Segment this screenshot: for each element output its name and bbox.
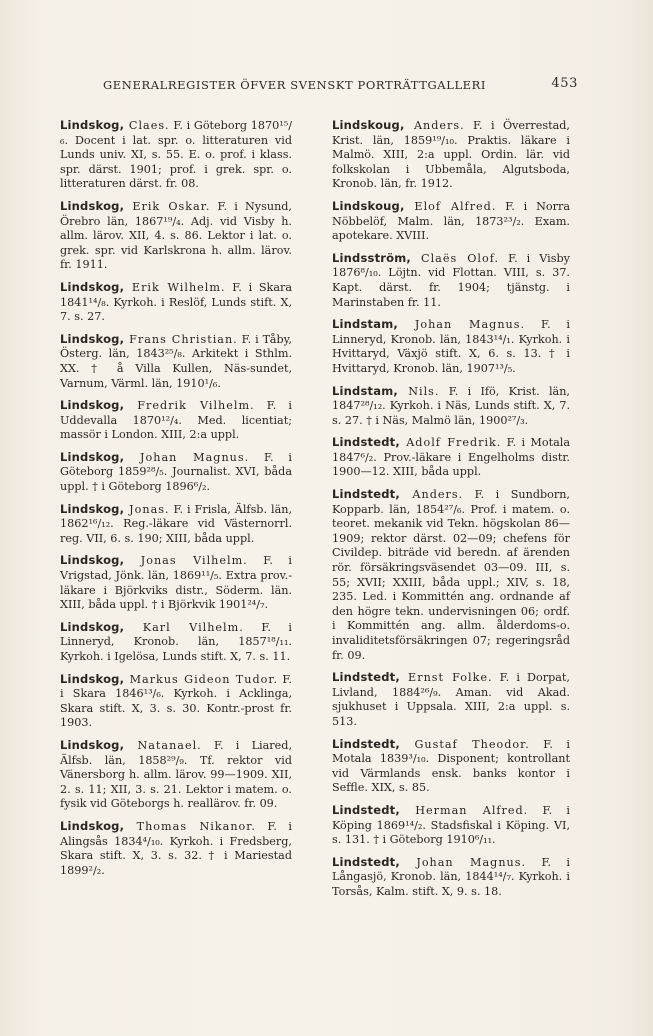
entry-given-names: Adolf Fredrik. xyxy=(399,436,502,450)
entry-given-names: Jonas Vilhelm. xyxy=(124,554,248,568)
entry-given-names: Thomas Nikanor. xyxy=(124,819,256,833)
entry-surname: Lindskog, xyxy=(60,619,125,634)
entry-text: F. i Dorpat, Livland, 1884²⁶/₉. Aman. vid Akad. sjukhuset i Uppsala. XIII, 2:a uppl. s. 513. xyxy=(332,671,570,728)
entry-given-names: Claës Olof. xyxy=(411,251,500,265)
entry-given-names: Natanael. xyxy=(124,738,202,752)
entry-given-names: Gustaf Theodor. xyxy=(399,737,530,751)
register-entry xyxy=(60,620,292,665)
entry-surname: Lindstedt, xyxy=(332,670,400,685)
entry-text: F. i Göteborg 1870¹⁵/₆. Docent i lat. spr. o. litteraturen vid Lunds univ. XI, s. 55. E. o. prof. i klass. spr. därst. 1901; prof. i grek. spr. o. litteraturen därst. fr. 08. xyxy=(60,119,292,191)
entry-text: F. i Nysund, Örebro län, 1867¹⁹/₄. Adj. vid Visby h. allm. lärov. XII, 4. s. 86. Lektor i lat. o. grek. spr. vid Karlskrona h. allm. lärov. fr. 1911. xyxy=(60,199,292,272)
entry-given-names: Frans Christian. xyxy=(124,332,238,346)
right-column xyxy=(332,118,570,907)
entry-surname: Lindstedt, xyxy=(332,487,400,502)
register-entry xyxy=(60,672,292,731)
entry-surname: Lindskog, xyxy=(60,449,125,464)
entry-surname: Lindstam, xyxy=(332,383,398,398)
entry-given-names: Johan Magnus. xyxy=(397,318,526,332)
register-entry xyxy=(60,553,292,612)
entry-text: F. i Skara 1846¹³/₆. Kyrkoh. i Acklinga, Skara stift. X, 3. s. 30. Kontr.-prost fr. 1903. xyxy=(60,672,292,730)
entry-text: F. i Visby 1876⁸/₁₀. Löjtn. vid Flottan. VIII, s. 37. Kapt. därst. fr. 1904; tjänstg. i Marinstaben fr. 11. xyxy=(332,251,570,309)
register-entry xyxy=(60,118,292,192)
register-entry xyxy=(60,450,292,495)
register-entry xyxy=(60,332,292,391)
entry-given-names: Anders. xyxy=(404,119,465,132)
entry-surname: Lindstedt, xyxy=(332,736,400,751)
register-entry xyxy=(332,384,570,429)
entry-given-names: Ernst Folke. xyxy=(399,671,493,685)
entry-given-names: Erik Wilhelm. xyxy=(124,280,226,294)
entry-text: F. i Linneryd, Kronob. län, 1857¹⁸/₁₁. Kyrkoh. i Igelösa, Lunds stift. X, 7. s. 11. xyxy=(60,620,292,663)
entry-text: F. i Alingsås 1834⁴/₁₀. Kyrkoh. i Fredsberg, Skara stift. X, 3. s. 32. † i Mariestad 1899²/₂. xyxy=(60,819,293,877)
entry-text: F. i Ifö, Krist. län, 1847²⁸/₁₂. Kyrkoh. i Näs, Lunds stift. X, 7. s. 27. † i Näs, Malmö län, 1900²⁷/₃. xyxy=(332,384,570,427)
entry-given-names: Herman Alfred. xyxy=(399,803,529,817)
entry-text: F. i Uddevalla 1870¹²/₄. Med. licentiat; massör i London. XIII, 2:a uppl. xyxy=(60,399,292,442)
register-entry xyxy=(60,738,292,812)
entry-surname: Lindstedt, xyxy=(332,435,400,450)
entry-surname: Lindsström, xyxy=(332,250,411,265)
entry-text: F. i Köping 1869¹⁴/₂. Stadsfiskal i Köping. VI, s. 131. † i Göteborg 1910⁶/₁₁. xyxy=(332,803,571,847)
entry-surname: Lindskog, xyxy=(60,331,125,346)
entry-text: F. i Frisla, Älfsb. län, 1862¹⁶/₁₂. Reg.-läkare vid Västernorrl. reg. VII, 6. s. 190; XIII, båda uppl. xyxy=(60,502,292,545)
entry-surname: Lindskoug, xyxy=(332,118,405,132)
page-number: 453 xyxy=(551,76,578,91)
register-entry xyxy=(332,670,570,729)
entry-surname: Lindskog, xyxy=(60,553,125,568)
register-entry xyxy=(332,435,570,480)
register-entry xyxy=(332,118,570,192)
register-entry xyxy=(332,803,570,848)
entry-given-names: Elof Alfred. xyxy=(404,199,497,213)
entry-text: F. i Sundborn, Kopparb. län, 1854²⁷/₆. Prof. i matem. o. teoret. mekanik vid Tekn. högskolan 86—1909; rektor därst. 02—09; chefens för Civildep. biträde vid beredn. af ärenden rör. försäkringsväsendet 03—09. III, s. 55; XVII; XXIII, båda uppl.; XIV, s. 18, 235. Led. i Kommittén ang. ordnande af den högre tekn. undervisningen 06; ordf. i Kommittén ang. allm. ålderdoms-o. invaliditetsförsäkringen 07; regeringsråd fr. 09. xyxy=(332,488,570,662)
register-entry xyxy=(332,251,570,310)
register-entry xyxy=(60,502,292,547)
entry-given-names: Claes. xyxy=(124,119,170,132)
entry-given-names: Nils. xyxy=(397,384,440,398)
entry-text: F. i Långasjö, Kronob. län, 1844¹⁴/₇. Kyrkoh. i Torsås, Kalm. stift. X, 9. s. 18. xyxy=(332,855,570,898)
entry-text: F. i Skara 1841¹⁴/₈. Kyrkoh. i Reslöf, Lunds stift. X, 7. s. 27. xyxy=(60,280,293,324)
entry-surname: Lindstam, xyxy=(332,317,398,332)
entry-surname: Lindskoug, xyxy=(332,198,405,213)
entry-text: F. i Vrigstad, Jönk. län, 1869¹¹/₅. Extra prov.-läkare i Björkviks distr., Söderm. län. XIII, båda uppl. † i Björkvik 1901²⁴/₇. xyxy=(60,554,293,612)
entry-text: F. i Liared, Älfsb. län, 1858²⁹/₉. Tf. rektor vid Vänersborg h. allm. lärov. 99—1909. XII, 2. s. 11; XII, 3. s. 21. Lektor i matem. o. fysik vid Göteborgs h. reallärov. fr. 09. xyxy=(60,738,292,811)
entry-text: F. i Göteborg 1859²⁸/₅. Journalist. XVI, båda uppl. † i Göteborg 1896⁶/₂. xyxy=(60,450,292,494)
entry-surname: Lindskog, xyxy=(60,118,125,132)
entry-surname: Lindstedt, xyxy=(332,802,400,817)
register-entry xyxy=(332,855,570,900)
header-title: GENERALREGISTER ÖFVER SVENSKT PORTRÄTTGALLERI xyxy=(103,78,487,92)
entry-text: F. i Tåby, Österg. län, 1843²⁵/₈. Arkitekt i Sthlm. XX. † å Villa Kullen, Näs-sundet, Varnum, Värml. län, 1910¹/₆. xyxy=(60,332,292,390)
entry-surname: Lindskog, xyxy=(60,501,125,516)
entry-text: F. i Motala 1839³/₁₀. Disponent; kontrollant vid Värmlands ensk. banks kontor i Seffle. XIX, s. 85. xyxy=(332,737,570,795)
entry-given-names: Markus Gideon Tudor. xyxy=(124,672,279,686)
entry-text: F. i Norra Nöbbelöf, Malm. län, 1873²³/₂. Exam. apotekare. XVIII. xyxy=(332,199,571,243)
entry-text: F. i Överrestad, Krist. län, 1859¹⁹/₁₀. Praktis. läkare i Malmö. XIII, 2:a uppl. Ordin. lär. vid folkskolan i Ubbemåla, Algutsboda, Kronob. län, fr. 1912. xyxy=(332,119,570,191)
register-entry xyxy=(332,737,570,796)
register-entry xyxy=(60,199,292,273)
entry-given-names: Johan Magnus. xyxy=(399,855,527,869)
entry-surname: Lindskog, xyxy=(60,818,125,833)
entry-given-names: Johan Magnus. xyxy=(124,450,250,464)
register-entry xyxy=(332,487,570,663)
entry-surname: Lindskog, xyxy=(60,671,125,686)
entry-given-names: Anders. xyxy=(399,488,464,502)
register-entry xyxy=(332,199,570,244)
entry-text: F. i Motala 1847⁶/₂. Prov.-läkare i Engelholms distr. 1900—12. XIII, båda uppl. xyxy=(332,436,570,479)
entry-given-names: Jonas. xyxy=(124,502,170,516)
entry-surname: Lindskog, xyxy=(60,279,125,294)
register-entry xyxy=(332,317,570,376)
register-entry xyxy=(60,398,292,443)
entry-text: F. i Linneryd, Kronob. län, 1843¹⁴/₁. Kyrkoh. i Hvittaryd, Växjö stift. X, 6. s. 13. † i Hvittaryd, Kronob. län, 1907¹³/₅. xyxy=(332,318,570,375)
entry-given-names: Erik Oskar. xyxy=(124,199,211,213)
entry-surname: Lindstedt, xyxy=(332,854,400,869)
entry-surname: Lindskog, xyxy=(60,198,125,213)
entry-surname: Lindskog, xyxy=(60,398,125,413)
register-entry xyxy=(60,819,292,878)
entry-given-names: Karl Vilhelm. xyxy=(124,620,244,634)
entry-given-names: Fredrik Vilhelm. xyxy=(124,399,255,413)
entry-surname: Lindskog, xyxy=(60,737,125,752)
left-column xyxy=(60,118,292,885)
register-entry xyxy=(60,280,292,325)
